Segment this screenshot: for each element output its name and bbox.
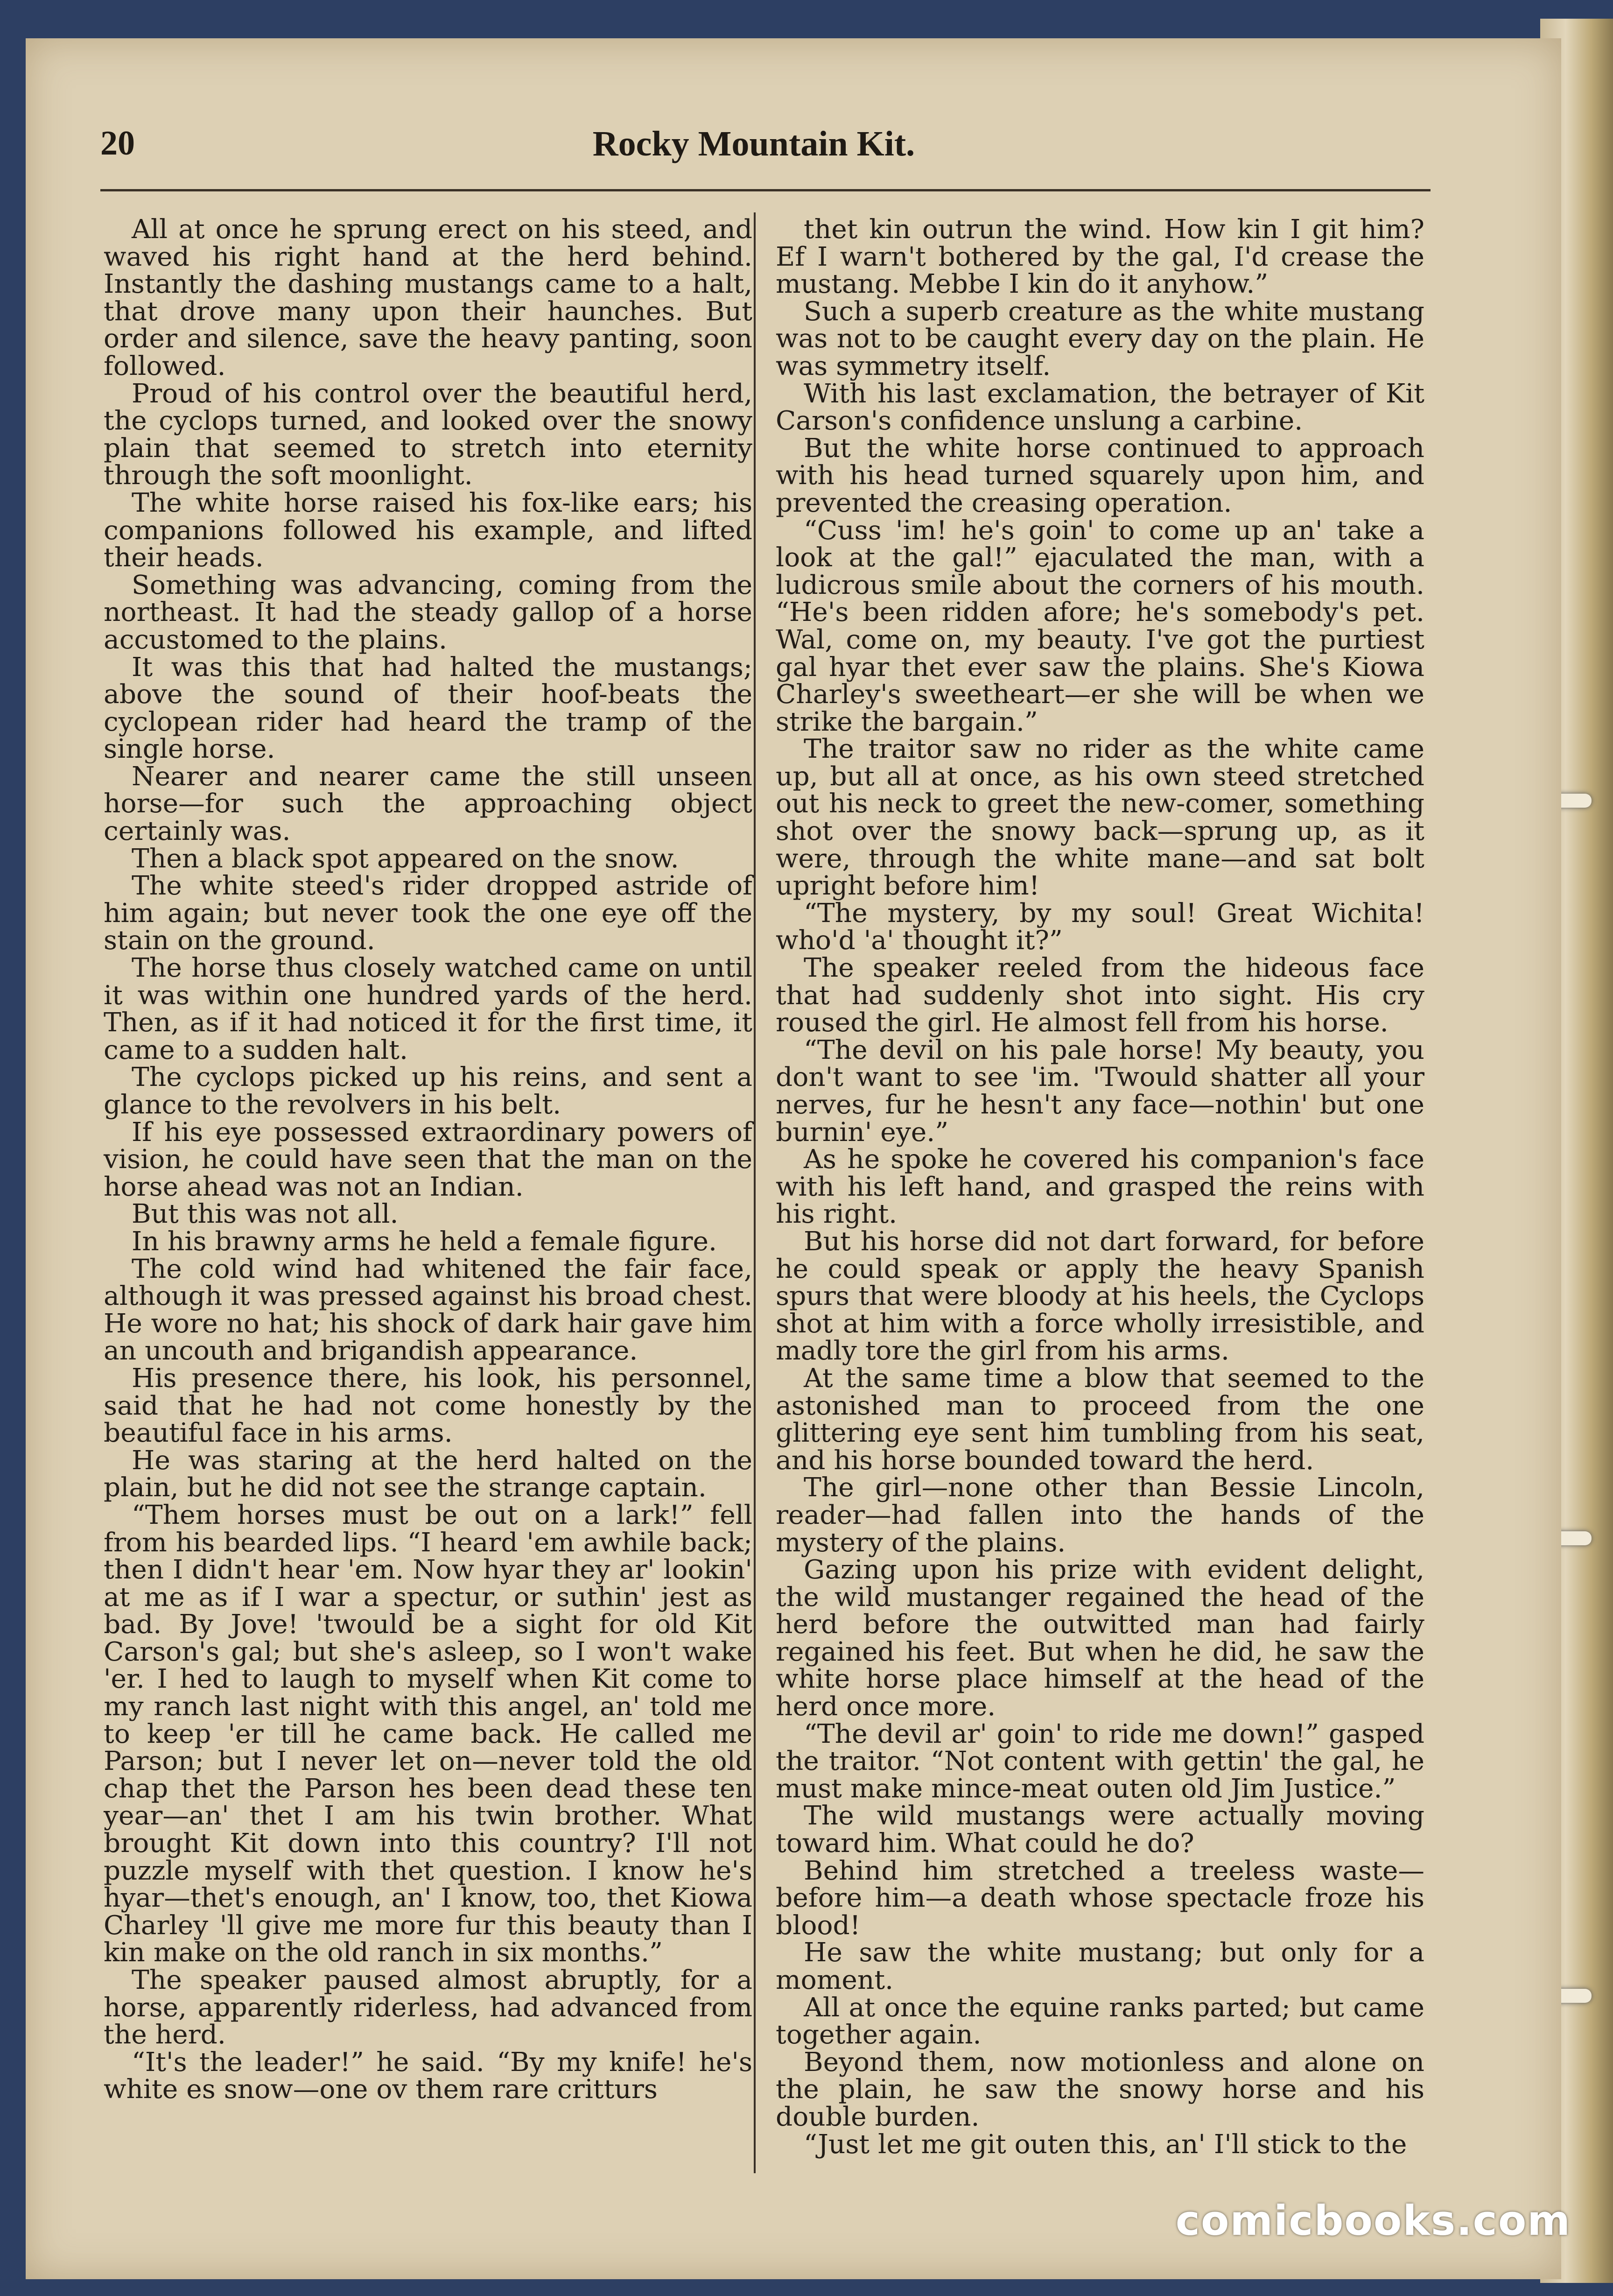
column-divider: [754, 212, 756, 2173]
paragraph: All at once the equine ranks parted; but came together again.: [776, 1992, 1424, 2050]
paragraph: Such a superb creature as the white mustang was not to be caught every day on the plain. He was symmetry itself.: [776, 296, 1424, 381]
running-head: Rocky Mountain Kit.: [592, 124, 915, 163]
paragraph: The speaker paused almost abruptly, for a horse, apparently riderless, had advanced from the herd.: [104, 1965, 752, 2050]
page-header: [100, 124, 1407, 180]
paragraph: Behind him stretched a treeless waste—before him—a death whose spectacle froze his blood!: [776, 1855, 1424, 1941]
page-number: 20: [100, 124, 135, 162]
paragraph: “The devil ar' goin' to ride me down!” gasped the traitor. “Not content with gettin' the gal, he must make mince-meat outen old Jim Justice.”: [776, 1718, 1424, 1804]
header-rule: [100, 189, 1431, 191]
paragraph: The traitor saw no rider as the white came up, but all at once, as his own steed stretched out his neck to greet the new-comer, something shot over the snowy back—sprung up, as it were, through the white mane—and sat bolt upright before him!: [776, 733, 1424, 901]
paragraph: The white steed's rider dropped astride of him again; but never took the one eye off the stain on the ground.: [104, 870, 752, 956]
paragraph: But his horse did not dart forward, for before he could speak or apply the heavy Spanish spurs that were bloody at his heels, the Cyclops shot at him with a force wholly irresistible, and madly tore the girl from his arms.: [776, 1225, 1424, 1366]
paragraph: “The devil on his pale horse! My beauty, you don't want to see 'im. 'Twould shatter all your nerves, fur he hesn't any face—nothin' but one burnin' eye.”: [776, 1034, 1424, 1148]
paragraph: Gazing upon his prize with evident delight, the wild mustanger regained the head of the herd before the outwitted man had fairly regained his feet. But when he did, he saw the white horse place himself at the head of the herd once more.: [776, 1554, 1424, 1722]
paragraph: As he spoke he covered his companion's face with his left hand, and grasped the reins with his right.: [776, 1144, 1424, 1230]
right-column: [776, 216, 1424, 2158]
paragraph: His presence there, his look, his personnel, said that he had not come honestly by the beautiful face in his arms.: [104, 1362, 752, 1449]
paragraph: thet kin outrun the wind. How kin I git him? Ef I warn't bothered by the gal, I'd crease the mustang. Mebbe I kin do it anyhow.”: [776, 214, 1424, 300]
paragraph: The cold wind had whitened the fair face, although it was pressed against his broad chest. He wore no hat; his shock of dark hair gave him an uncouth and brigandish appearance.: [104, 1253, 752, 1366]
paragraph: “Just let me git outen this, an' I'll stick to the: [804, 2128, 1407, 2160]
paragraph: Nearer and nearer came the still unseen horse—for such the approaching object certainly was.: [104, 761, 752, 847]
paragraph: All at once he sprung erect on his steed, and waved his right hand at the herd behind. Instantly the dashing mustangs came to a halt, that drove many upon their haunches. But order and silence, save the heavy panting, soon followed.: [104, 214, 752, 381]
paragraph: The horse thus closely watched came on until it was within one hundred yards of the herd. Then, as if it had noticed it for the first time, it came to a sudden halt.: [104, 952, 752, 1065]
paragraph: “Them horses must be out on a lark!” fell from his bearded lips. “I heard 'em awhile back; then I didn't hear 'em. Now hyar they ar' lookin' at me as if I war a spectur, or suthin' jest as bad. By Jove! 'twould be a sight for old Kit Carson's gal; but she's asleep, so I won't wake 'er. I hed to laugh to myself when Kit come to my ranch last night with this angel, an' told me to keep 'er till he came back. He called me Parson; but I never let on—never told the old chap thet the Parson hes been dead these ten year—an' thet I am his twin brother. What brought Kit down into this country? I'll not puzzle myself with thet question. I know he's hyar—thet's enough, an' I know, too, thet Kiowa Charley 'll give me more fur this beauty than I kin make on the old ranch in six months.”: [104, 1499, 752, 1968]
paragraph: The speaker reeled from the hideous face that had suddenly shot into sight. His cry roused the girl. He almost fell from his horse.: [776, 952, 1424, 1038]
paragraph: Beyond them, now motionless and alone on the plain, he saw the snowy horse and his double burden.: [776, 2046, 1424, 2132]
paragraph: He saw the white mustang; but only for a moment.: [776, 1937, 1424, 1995]
paragraph: “Cuss 'im! he's goin' to come up an' take a look at the gal!” ejaculated the man, with a ludicrous smile about the corners of his mouth. “He's been ridden afore; he's somebody's pet. Wal, come on, my beauty. I've got the purtiest gal hyar thet ever saw the plains. She's Kiowa Charley's sweetheart—er she will be when we strike the bargain.”: [776, 514, 1424, 737]
paragraph: “It's the leader!” he said. “By my knife! he's white es snow—one ov them rare critturs: [104, 2046, 752, 2105]
paragraph: Then a black spot appeared on the snow.: [132, 843, 679, 874]
paragraph: But this was not all.: [132, 1198, 399, 1230]
paragraph: If his eye possessed extraordinary powers of vision, he could have seen that the man on the horse ahead was not an Indian.: [104, 1116, 752, 1202]
left-column: [104, 216, 752, 2103]
paragraph: Something was advancing, coming from the northeast. It had the steady gallop of a horse accustomed to the plains.: [104, 569, 752, 655]
paragraph: It was this that had halted the mustangs; above the sound of their hoof-beats the cyclopean rider had heard the tramp of the single horse.: [104, 651, 752, 765]
paragraph: The girl—none other than Bessie Lincoln, reader—had fallen into the hands of the mystery of the plains.: [776, 1472, 1424, 1558]
paragraph: In his brawny arms he held a female figure.: [132, 1225, 717, 1257]
paragraph: The white horse raised his fox-like ears; his companions followed his example, and lifted their heads.: [104, 487, 752, 573]
paragraph: The wild mustangs were actually moving toward him. What could he do?: [776, 1800, 1424, 1859]
paragraph: Proud of his control over the beautiful herd, the cyclops turned, and looked over the snowy plain that seemed to stretch into eternity through the soft moonlight.: [104, 378, 752, 491]
paragraph: But the white horse continued to approach with his head turned squarely upon him, and prevented the creasing operation.: [776, 432, 1424, 518]
watermark: comicbooks.com: [1175, 2197, 1571, 2245]
paragraph: At the same time a blow that seemed to the astonished man to proceed from the one glittering eye sent him tumbling from his seat, and his horse bounded toward the herd.: [776, 1362, 1424, 1476]
paragraph: With his last exclamation, the betrayer of Kit Carson's confidence unslung a carbine.: [776, 378, 1424, 437]
paragraph: “The mystery, by my soul! Great Wichita! who'd 'a' thought it?”: [776, 897, 1424, 956]
paragraph: He was staring at the herd halted on the plain, but he did not see the strange captain.: [104, 1444, 752, 1503]
paragraph: The cyclops picked up his reins, and sent a glance to the revolvers in his belt.: [104, 1062, 752, 1120]
